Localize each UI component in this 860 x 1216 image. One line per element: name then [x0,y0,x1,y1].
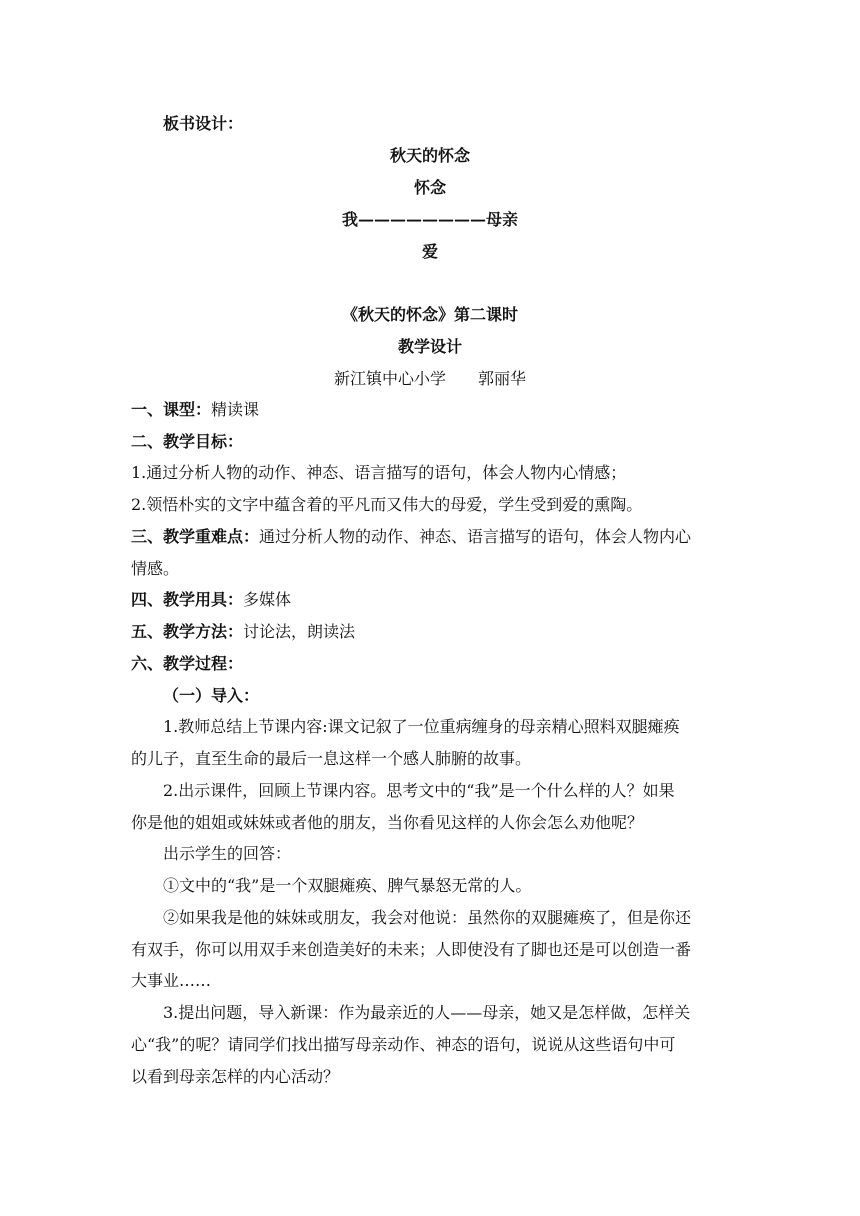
paragraph-3: 出示学生的回答： [163,844,292,863]
section-3-body: 通过分析人物的动作、神态、语言描写的语句，体会人物内心 [259,527,692,546]
board-line-3: 我————————母亲 [341,210,518,229]
doc-subtitle: 教学设计 [397,337,462,356]
board-heading: 板书设计： [163,114,244,133]
paragraph-6-line-2: 心“我”的呢？请同学们找出描写母亲动作、神态的语句，说说从这些语句中可 [131,1035,676,1054]
section-1 [131,400,259,420]
section-4-body: 多媒体 [243,590,292,609]
section-5 [131,622,355,642]
board-line-4: 爱 [421,242,438,261]
paragraph-2-line-1: 2.出示课件，回顾上节课内容。思考文中的“我”是一个什么样的人？如果 [163,781,675,800]
paragraph-1-line-2: 的儿子，直至生命的最后一息这样一个感人肺腑的故事。 [131,749,532,768]
section-2-head: 二、教学目标： [131,432,244,451]
paragraph-6-line-3: 以看到母亲怎样的内心活动？ [131,1067,340,1086]
section-4-head: 四、教学用具： [131,590,244,609]
section-2-item-1: 1.通过分析人物的动作、神态、语言描写的语句，体会人物内心情感； [131,463,627,482]
section-5-body: 讨论法，朗读法 [243,622,356,641]
board-line-2: 怀念 [413,178,446,197]
paragraph-6-line-1: 3.提出问题，导入新课：作为最亲近的人——母亲，她又是怎样做，怎样关 [163,1003,691,1022]
section-4 [131,590,291,610]
paragraph-5-line-2: 有双手，你可以用双手来创造美好的未来；人即使没有了脚也还是可以创造一番 [131,940,692,959]
section-3-body-cont: 情感。 [131,559,180,578]
paragraph-5-line-3: 大事业…… [131,971,212,990]
section-1-head: 一、课型： [131,400,212,419]
section-6-sub-1: （一）导入： [163,686,260,705]
doc-title: 《秋天的怀念》第二课时 [341,305,518,324]
section-3-head: 三、教学重难点： [131,527,260,546]
paragraph-4: ①文中的“我”是一个双腿瘫痪、脾气暴怒无常的人。 [163,876,532,895]
doc-author: 新江镇中心小学 郭丽华 [333,369,526,388]
paragraph-5-line-1: ②如果我是他的妹妹或朋友，我会对他说：虽然你的双腿瘫痪了，但是你还 [163,908,692,927]
section-5-head: 五、教学方法： [131,622,244,641]
board-title: 秋天的怀念 [389,146,470,165]
section-6-head: 六、教学过程： [131,654,244,673]
paragraph-2-line-2: 你是他的姐姐或妹妹或者他的朋友，当你看见这样的人你会怎么劝他呢？ [131,813,644,832]
paragraph-1-line-1: 1.教师总结上节课内容:课文记叙了一位重病缠身的母亲精心照料双腿瘫痪 [163,717,680,736]
section-3 [131,527,691,547]
section-2-item-2: 2.领悟朴实的文字中蕴含着的平凡而又伟大的母爱，学生受到爱的熏陶。 [131,495,643,514]
section-1-body: 精读课 [211,400,260,419]
